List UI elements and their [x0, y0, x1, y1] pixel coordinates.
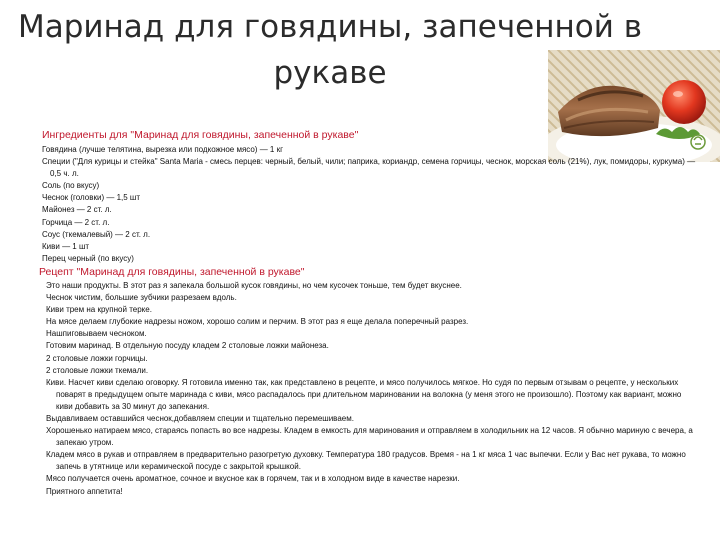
recipe-step: Это наши продукты. В этот раз я запекала большой кусок говядины, но чем кусочек тоньше, тем будет вкуснее. — [46, 280, 462, 290]
ingredient-item: Соус (ткемалевый) — 2 ст. л. — [42, 229, 151, 239]
ingredient-item: Перец черный (по вкусу) — [42, 253, 134, 263]
recipe-step: 2 столовые ложки ткемали. — [46, 365, 149, 375]
recipe-step: Кладем мясо в рукав и отправляем в предварительно разогретую духовку. Температура 180 градусов. Время - на 1 кг мяса 1 час выпечки. Если у Вас нет рукава, то можно запечь в утятнице или керамической посуде с закрытой крышкой. — [46, 450, 686, 472]
recipe-step: Мясо получается очень ароматное, сочное и вкусное как в горячем, так и в холодном виде в качестве нарезки. — [46, 474, 460, 484]
ingredients-list — [42, 144, 698, 265]
recipe-step: Готовим маринад. В отдельную посуду кладем 2 столовые ложки майонеза. — [46, 341, 329, 351]
recipe-step: Чеснок чистим, большие зубчики разрезаем вдоль. — [46, 293, 237, 303]
recipe-step: На мясе делаем глубокие надрезы ножом, хорошо солим и перчим. В этот раз я еще делала поперечный разрез. — [46, 317, 469, 327]
ingredient-item: Киви — 1 шт — [42, 241, 90, 251]
recipe-step: Нашпиговываем чесноком. — [46, 329, 147, 339]
ingredient-item: Специи ("Для курицы и стейка" Santa Maria - смесь перцев: черный, белый, чили; паприка, кориандр, семена горчицы, чеснок, морская соль (21%), лук, помидоры, куркума) — 0,5 ч. л. — [42, 157, 696, 179]
ingredients-heading: Ингредиенты для "Маринад для говядины, запеченной в рукаве" — [42, 129, 359, 141]
recipe-steps-list — [46, 280, 698, 498]
ingredient-item: Горчица — 2 ст. л. — [42, 217, 110, 227]
recipe-step: Киви. Насчет киви сделаю оговорку. Я готовила именно так, как представлено в рецепте, и мясо получилось мягкое. Но судя по первым отзывам о рецепте, у нескольких поварят в предыдущем опыте маринада с киви, мясо распадалось при длительном мариновании на волокна (у меня этого не произошло). Поэтому как вариант, можно киви добавить за 30 минут до запекания. — [46, 377, 682, 411]
ingredient-item: Чеснок (головки) — 1,5 шт — [42, 193, 141, 203]
recipe-content — [39, 128, 698, 498]
recipe-step: Выдавливаем оставшийся чеснок,добавляем специи и тщательно перемешиваем. — [46, 413, 354, 423]
ingredient-item: Майонез — 2 ст. л. — [42, 205, 112, 215]
recipe-step: Хорошенько натираем мясо, стараясь попасть во все надрезы. Кладем в емкость для маринования и отправляем в холодильник на 12 часов. Я обычно мариную с вечера, а запекаю утром. — [46, 426, 693, 448]
recipe-step: Приятного аппетита! — [46, 486, 123, 496]
recipe-step: 2 столовые ложки горчицы. — [46, 353, 148, 363]
ingredient-item: Соль (по вкусу) — [42, 181, 100, 191]
page-title: Маринад для говядины, запеченной в рукаве — [17, 9, 643, 91]
ingredient-item: Говядина (лучше телятина, вырезка или подкожное мясо) — 1 кг — [42, 145, 284, 154]
recipe-step: Киви трем на крупной терке. — [46, 305, 152, 315]
recipe-heading: Рецепт "Маринад для говядины, запеченной в рукаве" — [39, 265, 305, 278]
